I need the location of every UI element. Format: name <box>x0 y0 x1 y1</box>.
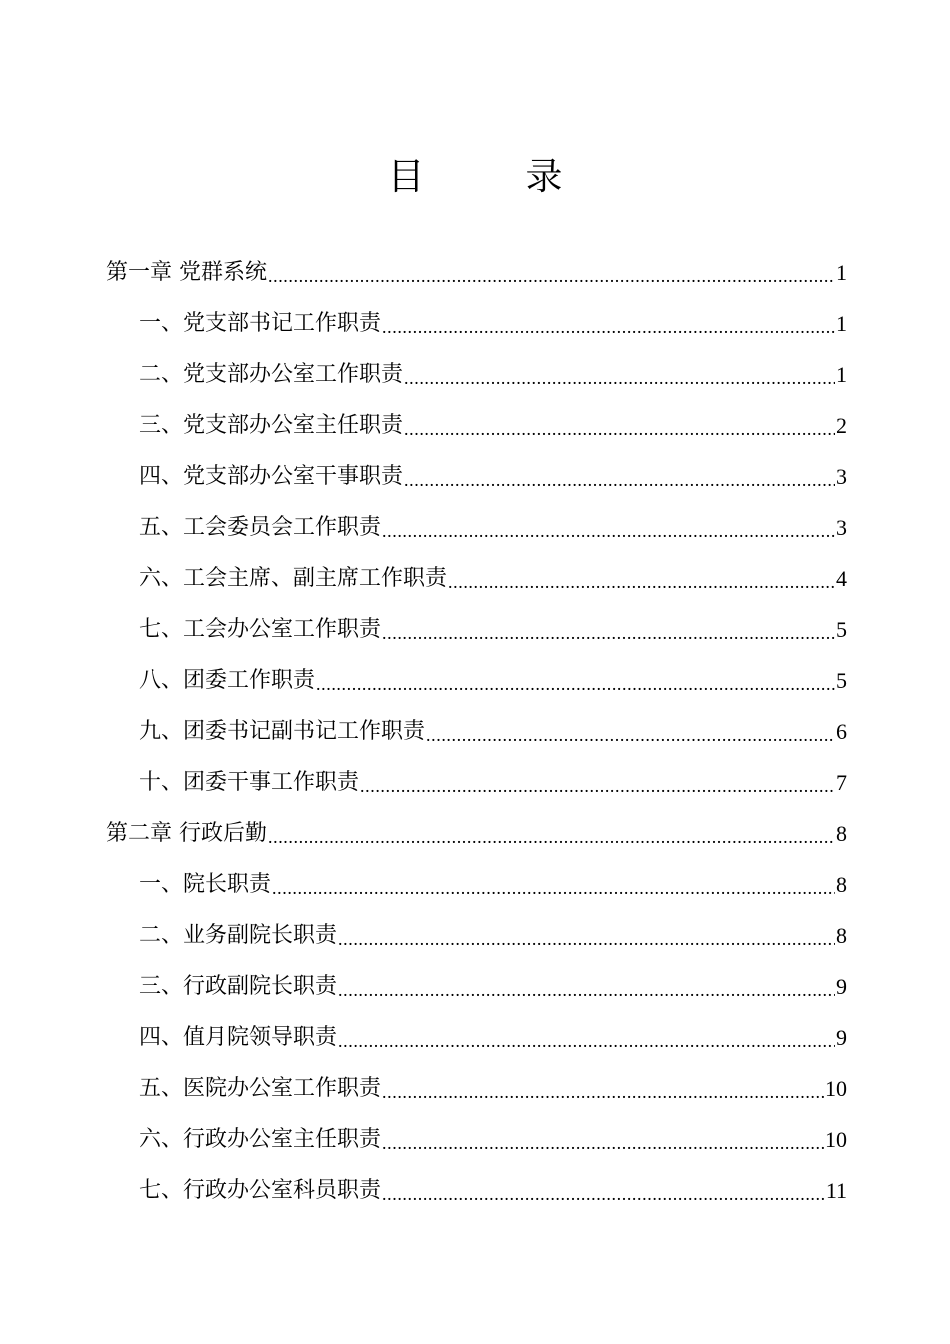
toc-dot-leader <box>448 564 835 594</box>
toc-entry-title: 六、行政办公室主任职责 <box>139 1127 382 1152</box>
toc-entry[interactable] <box>139 405 847 441</box>
toc-entry[interactable] <box>139 762 847 798</box>
toc-entry-title: 五、工会委员会工作职责 <box>139 515 382 540</box>
toc-page-number: 4 <box>836 566 847 591</box>
toc-dot-leader <box>382 1074 824 1104</box>
toc-page-number: 11 <box>825 1178 847 1203</box>
toc-entry-title: 二、党支部办公室工作职责 <box>139 362 404 387</box>
toc-page-number: 1 <box>836 362 847 387</box>
toc-entry-title: 一、院长职责 <box>139 872 272 897</box>
toc-entry[interactable] <box>139 966 847 1002</box>
toc-entry[interactable] <box>139 507 847 543</box>
toc-page-number: 8 <box>836 821 847 846</box>
toc-entry-title: 第一章 党群系统 <box>106 260 267 285</box>
toc-dot-leader <box>382 309 835 339</box>
toc-entry[interactable] <box>139 558 847 594</box>
toc-page-number: 8 <box>836 923 847 948</box>
toc-entry-title: 九、团委书记副书记工作职责 <box>139 719 426 744</box>
toc-dot-leader <box>426 717 835 747</box>
toc-entry[interactable] <box>139 711 847 747</box>
toc-dot-leader <box>404 462 835 492</box>
toc-dot-leader <box>382 1176 825 1206</box>
toc-page-number: 9 <box>836 1025 847 1050</box>
toc-dot-leader <box>268 258 835 288</box>
toc-entry[interactable] <box>139 456 847 492</box>
toc-entry-title: 三、党支部办公室主任职责 <box>139 413 404 438</box>
toc-dot-leader <box>338 921 835 951</box>
toc-entry[interactable] <box>106 252 847 288</box>
toc-entry[interactable] <box>106 813 847 849</box>
toc-entry[interactable] <box>139 1119 847 1155</box>
toc-entry[interactable] <box>139 660 847 696</box>
toc-page-number: 1 <box>836 311 847 336</box>
toc-page-number: 2 <box>836 413 847 438</box>
toc-dot-leader <box>382 1125 824 1155</box>
toc-entry[interactable] <box>139 1068 847 1104</box>
toc-dot-leader <box>360 768 835 798</box>
toc-entry[interactable] <box>139 303 847 339</box>
toc-entry-title: 八、团委工作职责 <box>139 668 316 693</box>
toc-dot-leader <box>338 1023 835 1053</box>
toc-dot-leader <box>268 819 835 849</box>
toc-page-number: 10 <box>825 1076 847 1101</box>
toc-entry-title: 四、党支部办公室干事职责 <box>139 464 404 489</box>
toc-entry[interactable] <box>139 864 847 900</box>
toc-entry-title: 七、行政办公室科员职责 <box>139 1178 382 1203</box>
toc-dot-leader <box>382 615 835 645</box>
toc-page-number: 3 <box>836 464 847 489</box>
toc-page-number: 5 <box>836 617 847 642</box>
toc-entry[interactable] <box>139 354 847 390</box>
toc-page-number: 3 <box>836 515 847 540</box>
toc-entry-title: 四、值月院领导职责 <box>139 1025 338 1050</box>
toc-page-number: 9 <box>836 974 847 999</box>
toc-page-number: 1 <box>836 260 847 285</box>
toc-page-number: 8 <box>836 872 847 897</box>
toc-dot-leader <box>338 972 835 1002</box>
toc-page-number: 6 <box>836 719 847 744</box>
toc-entry[interactable] <box>139 915 847 951</box>
toc-entry-title: 十、团委干事工作职责 <box>139 770 360 795</box>
toc-entry[interactable] <box>139 1017 847 1053</box>
toc-entry-title: 一、党支部书记工作职责 <box>139 311 382 336</box>
toc-dot-leader <box>316 666 835 696</box>
toc-dot-leader <box>272 870 835 900</box>
toc-entry[interactable] <box>139 1170 847 1206</box>
toc-dot-leader <box>404 411 835 441</box>
page-title: 目 录 <box>387 155 595 198</box>
toc-page-number: 5 <box>836 668 847 693</box>
toc-entry-title: 七、工会办公室工作职责 <box>139 617 382 642</box>
toc-entry[interactable] <box>139 609 847 645</box>
toc-entry-title: 第二章 行政后勤 <box>106 821 267 846</box>
toc-entry-title: 六、工会主席、副主席工作职责 <box>139 566 448 591</box>
toc-entry-title: 五、医院办公室工作职责 <box>139 1076 382 1101</box>
toc-page-number: 10 <box>825 1127 847 1152</box>
toc-entry-title: 三、行政副院长职责 <box>139 974 338 999</box>
toc-dot-leader <box>404 360 835 390</box>
toc-entry-title: 二、业务副院长职责 <box>139 923 338 948</box>
toc-page-number: 7 <box>836 770 847 795</box>
toc-dot-leader <box>382 513 835 543</box>
